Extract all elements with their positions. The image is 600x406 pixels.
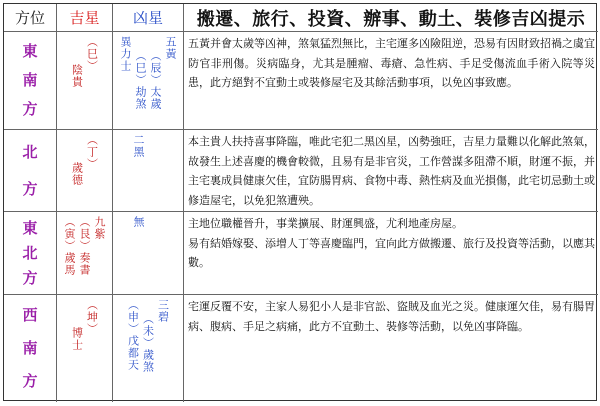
- direction-north: [4, 130, 57, 212]
- lucky-star: 歲德: [70, 162, 84, 186]
- lucky-star: 陰貴: [70, 64, 84, 88]
- unlucky-star: 三碧: [156, 299, 170, 323]
- lucky-star: （坤）: [85, 299, 99, 335]
- unlucky-star: （辰）太歲: [149, 50, 162, 110]
- unlucky-star: （未）歲煞: [141, 313, 155, 373]
- header-lucky-stars: 吉星: [57, 4, 113, 32]
- unlucky-star: （巳）劫煞: [134, 50, 147, 110]
- direction-char: 南: [22, 71, 38, 89]
- unlucky-star: （申）戊都天: [126, 299, 140, 371]
- direction-char: 方: [22, 268, 38, 287]
- unlucky-stars-southwest: [113, 295, 184, 402]
- unlucky-stars-northeast: [113, 212, 184, 295]
- tips-southeast: [184, 32, 598, 130]
- lucky-stars-southeast: [57, 32, 113, 130]
- tips-northeast: [184, 212, 598, 295]
- direction-char: 方: [22, 100, 38, 118]
- lucky-star: （巳）: [85, 36, 99, 72]
- direction-char: 南: [22, 339, 38, 357]
- unlucky-star: 異力士: [119, 36, 132, 72]
- direction-char: 北: [22, 142, 38, 161]
- direction-char: 西: [22, 306, 38, 324]
- header-tips: 搬遷、旅行、投資、辦事、動土、裝修吉凶提示: [184, 4, 598, 32]
- direction-northeast: [4, 212, 57, 295]
- direction-char: 方: [22, 372, 38, 390]
- tips-southwest: [184, 295, 598, 402]
- lucky-stars-north: [57, 130, 113, 212]
- direction-char: 北: [22, 243, 38, 262]
- direction-char: 東: [22, 42, 38, 60]
- unlucky-stars-north: [113, 130, 184, 212]
- tip-paragraph: 五黃并會太歲等凶神，煞氣猛烈無比，主宅運多凶險阻逆，恐易有因財致招禍之虞宜防官非刑傷。災病臨身，尤其是腫瘤、毒瘡、急性病、手足受傷流血手術入院等災患，此方絕對不宜動土或裝修屋宅及其餘活動事項，以免凶事致應。: [188, 37, 595, 89]
- lucky-stars-northeast: [57, 212, 113, 295]
- lucky-star: 九紫: [93, 216, 106, 240]
- lucky-star: （艮）奏書: [78, 216, 91, 276]
- header-direction: 方位: [4, 4, 57, 32]
- lucky-star: （丁）: [85, 134, 99, 170]
- unlucky-star: 無: [132, 216, 145, 228]
- direction-char: 東: [22, 218, 38, 237]
- almanac-table: [3, 3, 597, 401]
- lucky-star: 博士: [70, 327, 84, 351]
- tip-paragraph: 本主貴人扶持喜事降臨，唯此宅犯二黑凶星，凶勢強旺，吉星力量難以化解此煞氣，故發生上述喜慶的機會較微，且易有是非官災，工作營謀多阻滯不順，財運不振，并主宅裏成員健康欠佳，宜防腸胃病、食物中毒、熱性病及血光損傷，此宅切忌動土或修造屋宅，以免犯煞遭殃。: [188, 135, 595, 207]
- direction-char: 方: [22, 179, 38, 198]
- tip-paragraph: 宅運反覆不安，主家人易犯小人是非官訟、盜賊及血光之災。健康運欠佳，易有腸胃病、腹病、手足之病痛，此方不宜動土、裝修等活動，以免凶事降臨。: [188, 300, 595, 333]
- tip-paragraph: 主地位職權晉升，事業擴展、財運興盛，尤利地產房屋。: [188, 217, 463, 230]
- tip-paragraph: 易有結婚嫁娶、添增人丁等喜慶臨門，宜向此方做搬遷、旅行及投資等活動，以應其數。: [188, 236, 595, 269]
- header-unlucky-stars: 凶星: [113, 4, 184, 32]
- direction-southwest: [4, 295, 57, 402]
- lucky-star: （寅）歲馬: [63, 216, 76, 276]
- direction-southeast: [4, 32, 57, 130]
- unlucky-star: 五黃: [164, 36, 177, 60]
- unlucky-stars-southeast: [113, 32, 184, 130]
- unlucky-star: 二黑: [132, 134, 145, 158]
- tips-north: [184, 130, 598, 212]
- lucky-stars-southwest: [57, 295, 113, 402]
